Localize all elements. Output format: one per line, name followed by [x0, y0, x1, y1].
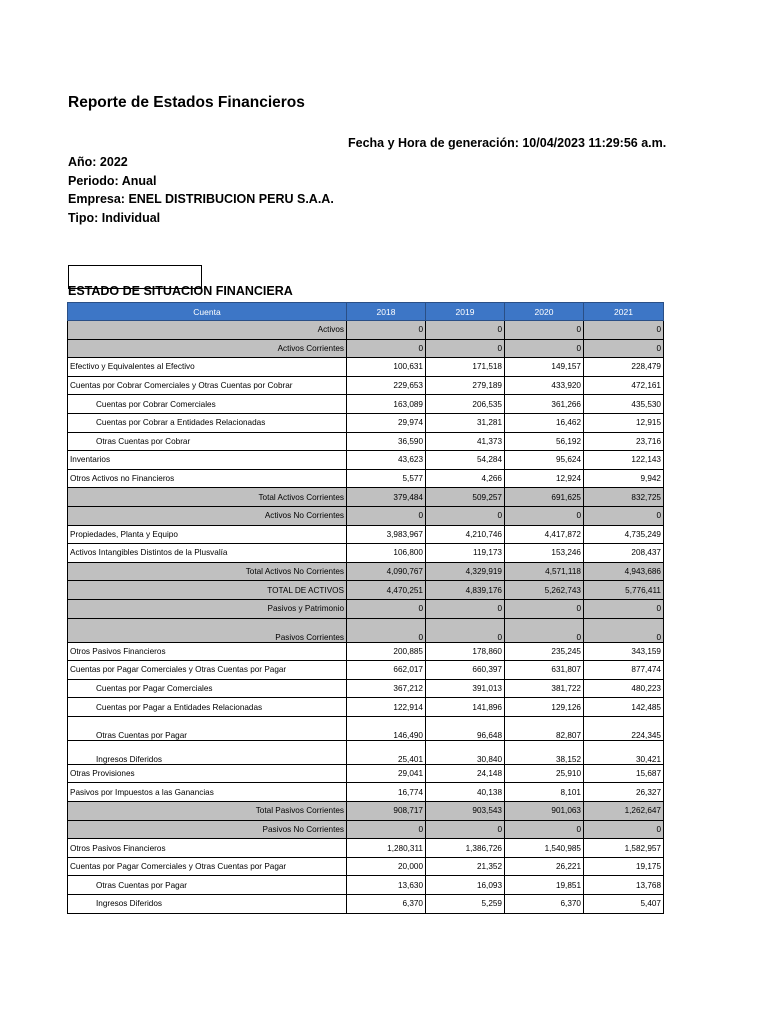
value-cell-2019: 141,896 — [426, 698, 505, 717]
value-cell-2021: 0 — [584, 820, 664, 839]
value-cell-2018: 122,914 — [347, 698, 426, 717]
account-label: Efectivo y Equivalentes al Efectivo — [68, 358, 347, 377]
table-row — [68, 642, 664, 661]
value-cell-2018: 662,017 — [347, 661, 426, 680]
value-cell-2021: 4,735,249 — [584, 525, 664, 544]
report-type: Tipo: Individual — [68, 210, 161, 225]
value-cell-2019: 5,259 — [426, 895, 505, 914]
account-label: Cuentas por Cobrar a Entidades Relacionadas — [68, 413, 347, 432]
value-cell-2021: 832,725 — [584, 488, 664, 507]
value-cell-2021: 26,327 — [584, 783, 664, 802]
value-cell-2019: 0 — [426, 321, 505, 340]
table-row — [68, 857, 664, 876]
table-row — [68, 395, 664, 414]
table-row — [68, 679, 664, 698]
column-header: 2018 — [347, 303, 426, 321]
value-cell-2019: 0 — [426, 506, 505, 525]
column-header: 2021 — [584, 303, 664, 321]
value-cell-2019: 41,373 — [426, 432, 505, 451]
report-title: Reporte de Estados Financieros — [68, 94, 305, 111]
value-cell-2020: 8,101 — [505, 783, 584, 802]
account-label: Activos Corrientes — [68, 339, 347, 358]
account-label: Activos No Corrientes — [68, 506, 347, 525]
value-cell-2019: 206,535 — [426, 395, 505, 414]
value-cell-2018: 20,000 — [347, 857, 426, 876]
value-cell-2019: 178,860 — [426, 642, 505, 661]
value-cell-2019: 0 — [426, 618, 505, 642]
value-cell-2018: 0 — [347, 599, 426, 618]
generation-timestamp: Fecha y Hora de generación: 10/04/2023 11:29:56 a.m. — [348, 136, 667, 150]
value-cell-2020: 0 — [505, 618, 584, 642]
value-cell-2021: 877,474 — [584, 661, 664, 680]
value-cell-2020: 0 — [505, 339, 584, 358]
account-label: TOTAL DE ACTIVOS — [68, 581, 347, 600]
value-cell-2019: 40,138 — [426, 783, 505, 802]
value-cell-2021: 0 — [584, 506, 664, 525]
table-row — [68, 376, 664, 395]
value-cell-2018: 200,885 — [347, 642, 426, 661]
value-cell-2019: 903,543 — [426, 802, 505, 821]
value-cell-2021: 1,262,647 — [584, 802, 664, 821]
report-metadata — [68, 153, 334, 227]
account-label: Propiedades, Planta y Equipo — [68, 525, 347, 544]
value-cell-2019: 0 — [426, 339, 505, 358]
value-cell-2020: 631,807 — [505, 661, 584, 680]
table-row — [68, 764, 664, 783]
value-cell-2021: 472,161 — [584, 376, 664, 395]
account-label: Otras Provisiones — [68, 764, 347, 783]
value-cell-2018: 0 — [347, 506, 426, 525]
value-cell-2021: 30,421 — [584, 740, 664, 764]
account-label: Otras Cuentas por Pagar — [68, 876, 347, 895]
section-title: ESTADO DE SITUACION FINANCIERA — [68, 284, 293, 298]
value-cell-2021: 5,776,411 — [584, 581, 664, 600]
column-header: Cuenta — [68, 303, 347, 321]
value-cell-2020: 16,462 — [505, 413, 584, 432]
value-cell-2019: 0 — [426, 820, 505, 839]
value-cell-2021: 0 — [584, 321, 664, 340]
table-row — [68, 698, 664, 717]
value-cell-2020: 361,266 — [505, 395, 584, 414]
account-label: Otras Cuentas por Pagar — [68, 716, 347, 740]
table-body — [68, 321, 664, 914]
value-cell-2018: 3,983,967 — [347, 525, 426, 544]
value-cell-2019: 96,648 — [426, 716, 505, 740]
value-cell-2018: 908,717 — [347, 802, 426, 821]
value-cell-2018: 367,212 — [347, 679, 426, 698]
value-cell-2020: 0 — [505, 506, 584, 525]
value-cell-2018: 163,089 — [347, 395, 426, 414]
value-cell-2019: 119,173 — [426, 544, 505, 563]
account-label: Cuentas por Pagar Comerciales — [68, 679, 347, 698]
value-cell-2019: 16,093 — [426, 876, 505, 895]
value-cell-2018: 1,280,311 — [347, 839, 426, 858]
value-cell-2020: 0 — [505, 820, 584, 839]
account-label: Otros Pasivos Financieros — [68, 642, 347, 661]
table-row — [68, 339, 664, 358]
value-cell-2020: 56,192 — [505, 432, 584, 451]
value-cell-2021: 208,437 — [584, 544, 664, 563]
value-cell-2021: 19,175 — [584, 857, 664, 876]
table-row — [68, 525, 664, 544]
value-cell-2018: 25,401 — [347, 740, 426, 764]
value-cell-2020: 26,221 — [505, 857, 584, 876]
value-cell-2019: 31,281 — [426, 413, 505, 432]
value-cell-2018: 106,800 — [347, 544, 426, 563]
account-label: Total Pasivos Corrientes — [68, 802, 347, 821]
value-cell-2020: 38,152 — [505, 740, 584, 764]
value-cell-2018: 4,090,767 — [347, 562, 426, 581]
value-cell-2020: 25,910 — [505, 764, 584, 783]
value-cell-2020: 433,920 — [505, 376, 584, 395]
value-cell-2020: 1,540,985 — [505, 839, 584, 858]
value-cell-2021: 0 — [584, 618, 664, 642]
value-cell-2018: 29,974 — [347, 413, 426, 432]
value-cell-2018: 43,623 — [347, 451, 426, 470]
value-cell-2021: 0 — [584, 599, 664, 618]
table-row — [68, 895, 664, 914]
value-cell-2018: 16,774 — [347, 783, 426, 802]
value-cell-2021: 480,223 — [584, 679, 664, 698]
account-label: Pasivos Corrientes — [68, 618, 347, 642]
value-cell-2020: 4,571,118 — [505, 562, 584, 581]
value-cell-2019: 4,266 — [426, 469, 505, 488]
value-cell-2021: 224,345 — [584, 716, 664, 740]
value-cell-2019: 30,840 — [426, 740, 505, 764]
value-cell-2021: 228,479 — [584, 358, 664, 377]
value-cell-2021: 435,530 — [584, 395, 664, 414]
column-header: 2020 — [505, 303, 584, 321]
value-cell-2021: 9,942 — [584, 469, 664, 488]
table-row — [68, 599, 664, 618]
value-cell-2019: 4,210,746 — [426, 525, 505, 544]
account-label: Pasivos y Patrimonio — [68, 599, 347, 618]
value-cell-2020: 691,625 — [505, 488, 584, 507]
table-row — [68, 581, 664, 600]
value-cell-2020: 0 — [505, 599, 584, 618]
value-cell-2019: 0 — [426, 599, 505, 618]
value-cell-2019: 509,257 — [426, 488, 505, 507]
table-row — [68, 451, 664, 470]
table-row — [68, 562, 664, 581]
value-cell-2020: 0 — [505, 321, 584, 340]
report-year: Año: 2022 — [68, 155, 128, 169]
value-cell-2021: 5,407 — [584, 895, 664, 914]
account-label: Otros Activos no Financieros — [68, 469, 347, 488]
account-label: Ingresos Diferidos — [68, 740, 347, 764]
value-cell-2020: 4,417,872 — [505, 525, 584, 544]
account-label: Otros Pasivos Financieros — [68, 839, 347, 858]
value-cell-2019: 171,518 — [426, 358, 505, 377]
value-cell-2018: 6,370 — [347, 895, 426, 914]
value-cell-2018: 5,577 — [347, 469, 426, 488]
value-cell-2020: 19,851 — [505, 876, 584, 895]
account-label: Cuentas por Cobrar Comerciales y Otras Cuentas por Cobrar — [68, 376, 347, 395]
value-cell-2018: 379,484 — [347, 488, 426, 507]
table-row — [68, 661, 664, 680]
value-cell-2018: 0 — [347, 618, 426, 642]
table-row — [68, 544, 664, 563]
value-cell-2019: 21,352 — [426, 857, 505, 876]
table-row — [68, 321, 664, 340]
table-row — [68, 783, 664, 802]
table-row — [68, 876, 664, 895]
account-label: Pasivos por Impuestos a las Ganancias — [68, 783, 347, 802]
value-cell-2021: 1,582,957 — [584, 839, 664, 858]
value-cell-2018: 0 — [347, 339, 426, 358]
account-label: Total Activos Corrientes — [68, 488, 347, 507]
financial-statement-table — [67, 302, 664, 914]
value-cell-2018: 13,630 — [347, 876, 426, 895]
table-row — [68, 506, 664, 525]
account-label: Total Activos No Corrientes — [68, 562, 347, 581]
table-row — [68, 358, 664, 377]
account-label: Cuentas por Cobrar Comerciales — [68, 395, 347, 414]
table-row — [68, 839, 664, 858]
value-cell-2020: 129,126 — [505, 698, 584, 717]
table-row — [68, 820, 664, 839]
table-row — [68, 469, 664, 488]
value-cell-2019: 24,148 — [426, 764, 505, 783]
value-cell-2019: 1,386,726 — [426, 839, 505, 858]
table-row — [68, 740, 664, 764]
account-label: Cuentas por Pagar Comerciales y Otras Cuentas por Pagar — [68, 661, 347, 680]
value-cell-2021: 0 — [584, 339, 664, 358]
account-label: Cuentas por Pagar a Entidades Relacionadas — [68, 698, 347, 717]
value-cell-2021: 122,143 — [584, 451, 664, 470]
value-cell-2021: 23,716 — [584, 432, 664, 451]
value-cell-2018: 36,590 — [347, 432, 426, 451]
value-cell-2019: 279,189 — [426, 376, 505, 395]
column-header: 2019 — [426, 303, 505, 321]
value-cell-2019: 54,284 — [426, 451, 505, 470]
table-row — [68, 716, 664, 740]
value-cell-2019: 4,839,176 — [426, 581, 505, 600]
value-cell-2019: 660,397 — [426, 661, 505, 680]
table-header-row — [68, 303, 664, 321]
value-cell-2021: 142,485 — [584, 698, 664, 717]
value-cell-2018: 146,490 — [347, 716, 426, 740]
value-cell-2020: 6,370 — [505, 895, 584, 914]
value-cell-2019: 391,013 — [426, 679, 505, 698]
value-cell-2020: 5,262,743 — [505, 581, 584, 600]
value-cell-2020: 95,624 — [505, 451, 584, 470]
account-label: Pasivos No Corrientes — [68, 820, 347, 839]
report-period: Periodo: Anual — [68, 173, 157, 188]
value-cell-2018: 0 — [347, 321, 426, 340]
table-row — [68, 432, 664, 451]
value-cell-2021: 15,687 — [584, 764, 664, 783]
value-cell-2018: 29,041 — [347, 764, 426, 783]
table-row — [68, 618, 664, 642]
value-cell-2018: 100,631 — [347, 358, 426, 377]
account-label: Otras Cuentas por Cobrar — [68, 432, 347, 451]
value-cell-2020: 235,245 — [505, 642, 584, 661]
value-cell-2021: 4,943,686 — [584, 562, 664, 581]
value-cell-2020: 901,063 — [505, 802, 584, 821]
value-cell-2021: 13,768 — [584, 876, 664, 895]
table-row — [68, 488, 664, 507]
table-row — [68, 802, 664, 821]
value-cell-2019: 4,329,919 — [426, 562, 505, 581]
value-cell-2020: 381,722 — [505, 679, 584, 698]
account-label: Activos Intangibles Distintos de la Plusvalía — [68, 544, 347, 563]
account-label: Ingresos Diferidos — [68, 895, 347, 914]
table-row — [68, 413, 664, 432]
value-cell-2021: 343,159 — [584, 642, 664, 661]
account-label: Cuentas por Pagar Comerciales y Otras Cuentas por Pagar — [68, 857, 347, 876]
value-cell-2021: 12,915 — [584, 413, 664, 432]
value-cell-2018: 229,653 — [347, 376, 426, 395]
account-label: Inventarios — [68, 451, 347, 470]
value-cell-2020: 12,924 — [505, 469, 584, 488]
report-company: Empresa: ENEL DISTRIBUCION PERU S.A.A. — [68, 192, 334, 207]
account-label: Activos — [68, 321, 347, 340]
value-cell-2020: 149,157 — [505, 358, 584, 377]
value-cell-2020: 82,807 — [505, 716, 584, 740]
value-cell-2020: 153,246 — [505, 544, 584, 563]
value-cell-2018: 0 — [347, 820, 426, 839]
value-cell-2018: 4,470,251 — [347, 581, 426, 600]
